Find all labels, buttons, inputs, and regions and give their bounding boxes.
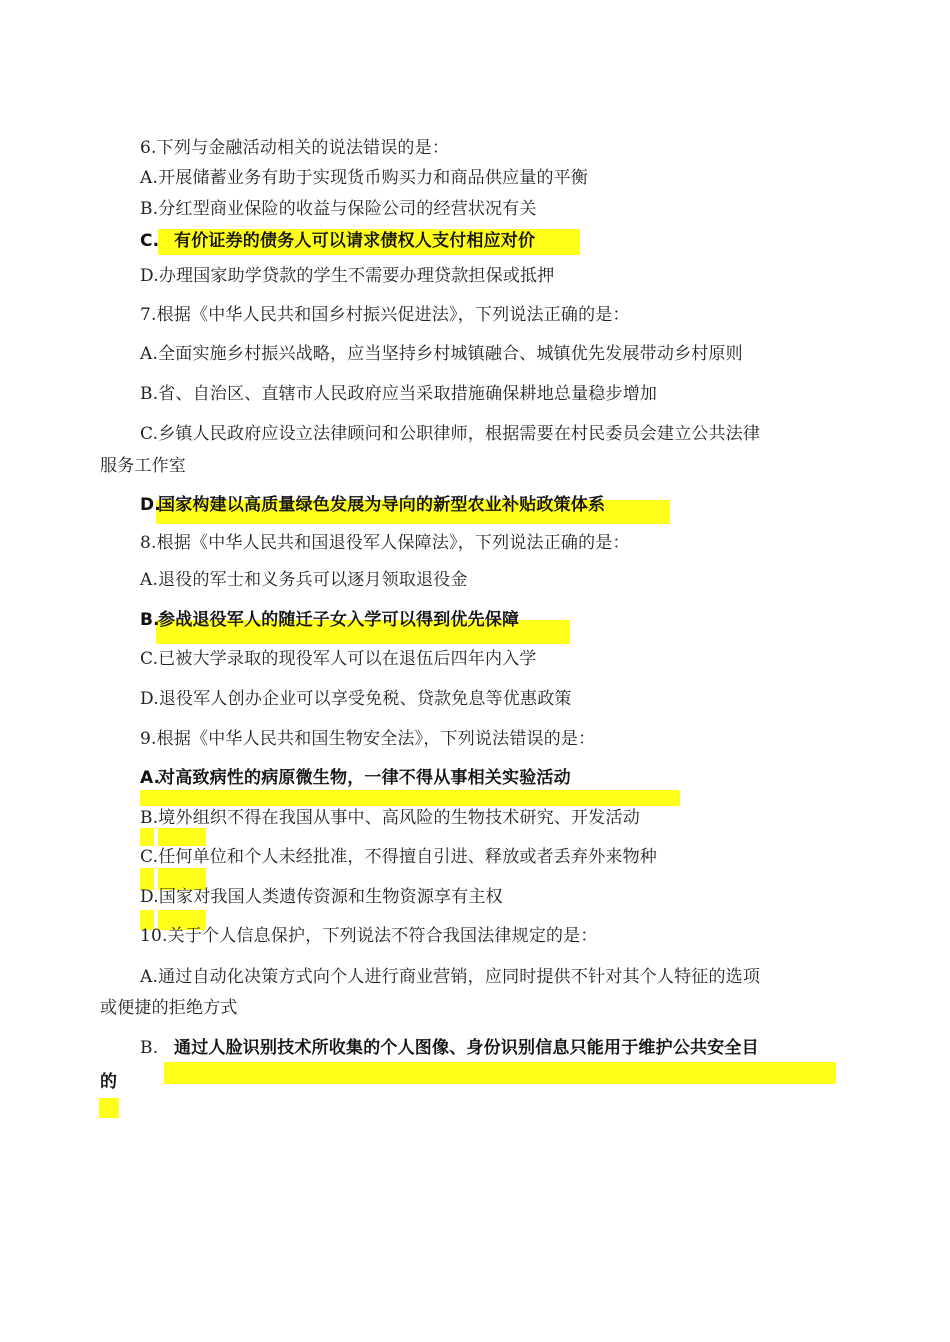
option-10b-letter: B. [140,1038,159,1058]
option-8b-letter: B. [140,610,160,630]
option-7c: C.乡镇人民政府应设立法律顾问和公职律师，根据需要在村民委员会建立公共法律 [140,424,761,444]
option-9c: C.任何单位和个人未经批准，不得擅自引进、释放或者丢弃外来物种 [140,847,658,867]
question-10: 10.关于个人信息保护，下列说法不符合我国法律规定的是： [140,926,598,946]
option-10a-continued: 或便捷的拒绝方式 [100,998,238,1018]
option-9d: D.国家对我国人类遗传资源和生物资源享有主权 [140,887,503,907]
option-9b: B.境外组织不得在我国从事中、高风险的生物技术研究、开发活动 [140,808,640,828]
option-10a: A.通过自动化决策方式向个人进行商业营销，应同时提供不针对其个人特征的选项 [140,967,761,987]
option-8c: C.已被大学录取的现役军人可以在退伍后四年内入学 [140,649,537,669]
question-8: 8.根据《中华人民共和国退役军人保障法》，下列说法正确的是： [140,533,630,553]
option-6c: 有价证券的债务人可以请求债权人支付相应对价 [174,231,536,251]
highlight-q10b [164,1062,836,1084]
option-6a: A.开展储蓄业务有助于实现货币购买力和商品供应量的平衡 [140,168,589,188]
question-9: 9.根据《中华人民共和国生物安全法》，下列说法错误的是： [140,729,596,749]
question-7: 7.根据《中华人民共和国乡村振兴促进法》，下列说法正确的是： [140,305,630,325]
option-10b-continued: 的 [100,1072,118,1092]
option-7c-continued: 服务工作室 [100,456,186,476]
option-9a: 对高致病性的病原微生物，一律不得从事相关实验活动 [158,768,571,788]
option-8b: 参战退役军人的随迁子女入学可以得到优先保障 [158,610,520,630]
highlight-q10b-end [99,1098,119,1118]
question-6: 6.下列与金融活动相关的说法错误的是： [140,138,450,158]
option-8a: A.退役的军士和义务兵可以逐月领取退役金 [140,570,468,590]
option-8d: D.退役军人创办企业可以享受免税、贷款免息等优惠政策 [140,689,572,709]
option-7d: 国家构建以高质量绿色发展为导向的新型农业补贴政策体系 [158,495,606,515]
option-7b: B.省、自治区、直辖市人民政府应当采取措施确保耕地总量稳步增加 [140,384,658,404]
option-7a: A.全面实施乡村振兴战略，应当坚持乡村城镇融合、城镇优先发展带动乡村原则 [140,344,743,364]
option-6d: D.办理国家助学贷款的学生不需要办理贷款担保或抵押 [140,266,555,286]
option-9a-letter: A. [140,768,161,788]
option-7d-letter: D. [140,495,161,515]
option-10b: 通过人脸识别技术所收集的个人图像、身份识别信息只能用于维护公共安全目 [174,1038,759,1058]
option-6c-letter: C. [140,231,160,251]
option-6b: B.分红型商业保险的收益与保险公司的经营状况有关 [140,199,537,219]
